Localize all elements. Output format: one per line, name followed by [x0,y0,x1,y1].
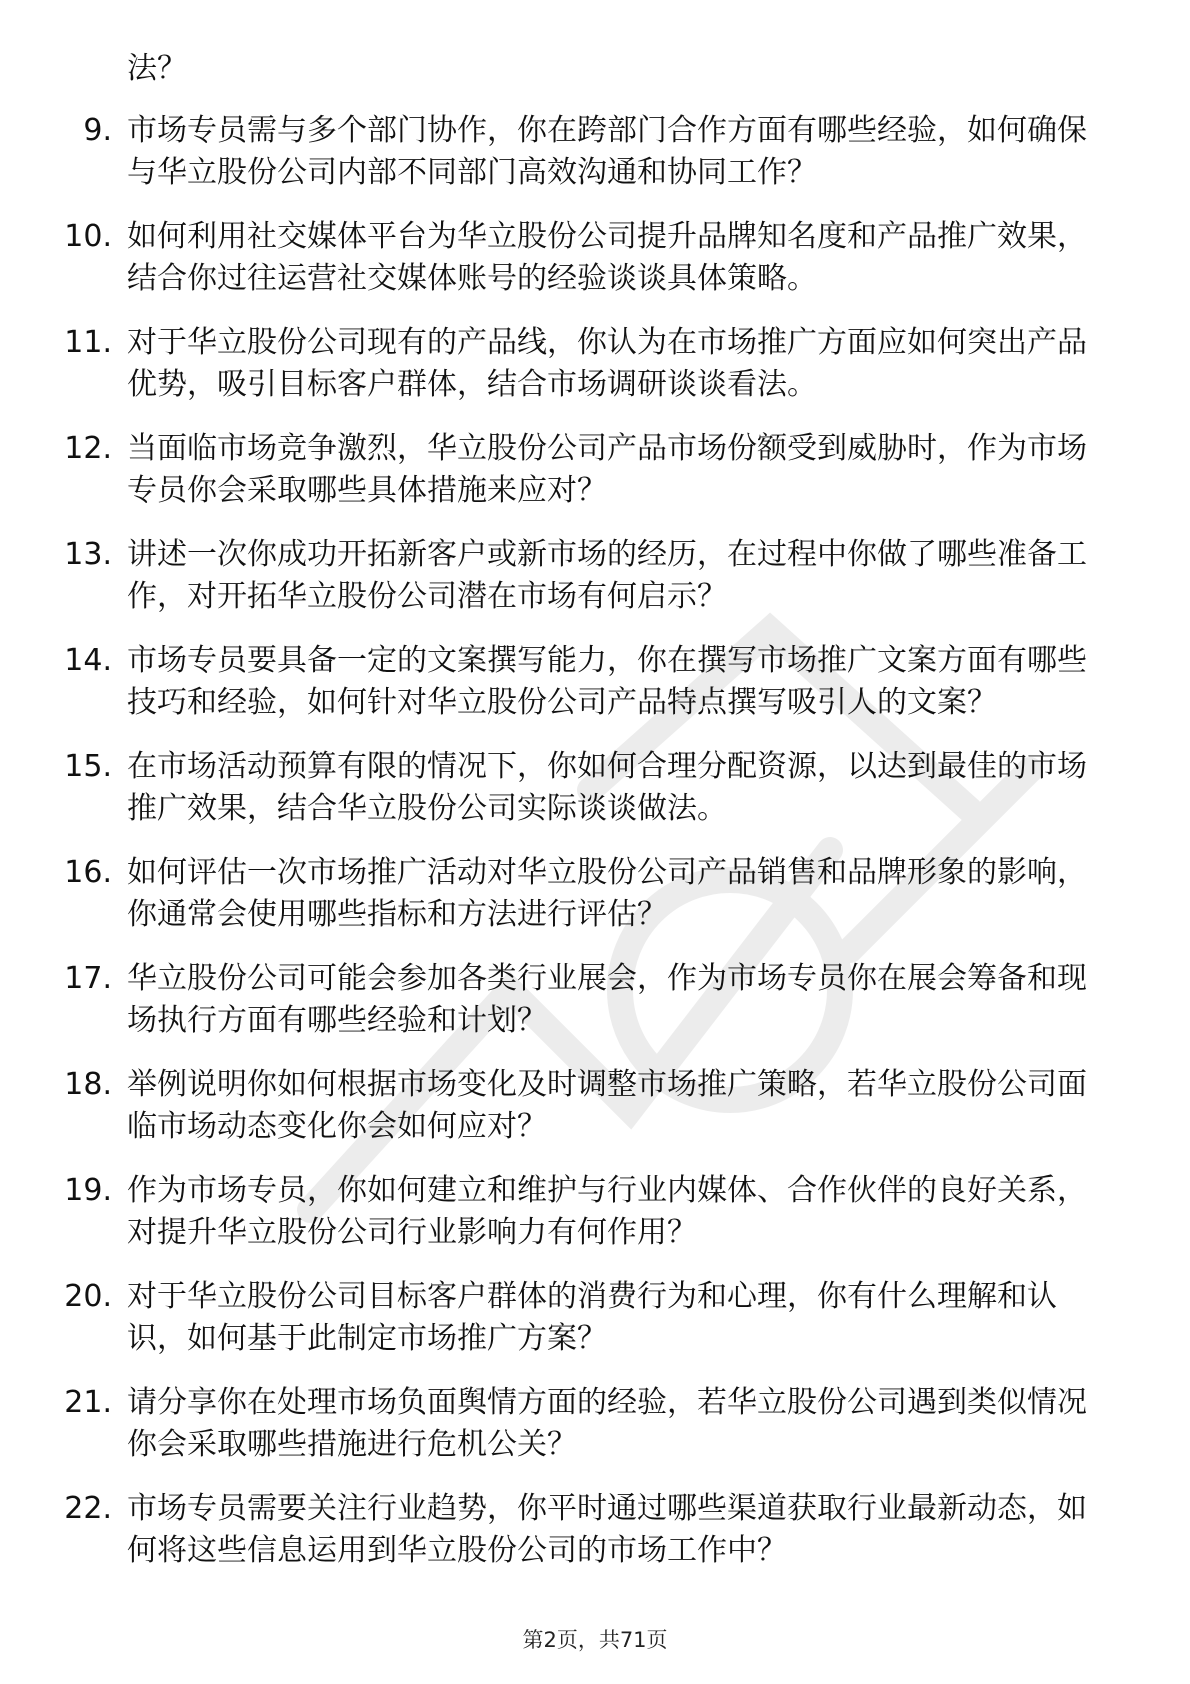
question-number: 20. [64,1279,112,1314]
question-item [0,216,1190,300]
question-number: 11. [64,325,112,360]
question-text: 在市场活动预算有限的情况下，你如何合理分配资源，以达到最佳的市场推广效果，结合华立股份公司实际谈谈做法。 [127,749,1087,826]
question-item [0,1064,1190,1148]
question-text: 举例说明你如何根据市场变化及时调整市场推广策略，若华立股份公司面临市场动态变化你会如何应对？ [127,1067,1087,1144]
question-item [0,534,1190,618]
question-item [0,1382,1190,1466]
question-number: 9. [83,113,112,148]
question-number: 10. [64,219,112,254]
question-item [0,1488,1190,1572]
question-number: 21. [64,1385,112,1420]
question-text: 作为市场专员，你如何建立和维护与行业内媒体、合作伙伴的良好关系，对提升华立股份公司行业影响力有何作用？ [127,1173,1087,1250]
question-item [0,428,1190,512]
question-text: 市场专员需与多个部门协作，你在跨部门合作方面有哪些经验，如何确保与华立股份公司内部不同部门高效沟通和协同工作？ [127,113,1087,190]
page-footer: 第2页，共71页 [522,1628,668,1652]
question-item [0,110,1190,194]
question-text: 如何评估一次市场推广活动对华立股份公司产品销售和品牌形象的影响，你通常会使用哪些指标和方法进行评估？ [127,855,1087,932]
question-number: 17. [64,961,112,996]
question-number: 13. [64,537,112,572]
question-number: 22. [64,1491,112,1526]
question-number: 18. [64,1067,112,1102]
question-number: 19. [64,1173,112,1208]
question-item [0,1170,1190,1254]
question-item [0,640,1190,724]
question-item [0,1276,1190,1360]
question-item [0,746,1190,830]
question-number: 14. [64,643,112,678]
question-item [0,958,1190,1042]
question-item [0,322,1190,406]
question-number: 12. [64,431,112,466]
previous-question-continuation: 法？ [127,51,187,86]
question-text: 市场专员需要关注行业趋势，你平时通过哪些渠道获取行业最新动态，如何将这些信息运用到华立股份公司的市场工作中？ [127,1491,1087,1568]
question-text: 讲述一次你成功开拓新客户或新市场的经历，在过程中你做了哪些准备工作，对开拓华立股份公司潜在市场有何启示？ [127,537,1087,614]
question-number: 15. [64,749,112,784]
question-text: 如何利用社交媒体平台为华立股份公司提升品牌知名度和产品推广效果，结合你过往运营社交媒体账号的经验谈谈具体策略。 [127,219,1087,296]
question-text: 当面临市场竞争激烈，华立股份公司产品市场份额受到威胁时，作为市场专员你会采取哪些具体措施来应对？ [127,431,1087,508]
question-item [0,852,1190,936]
question-text: 对于华立股份公司现有的产品线，你认为在市场推广方面应如何突出产品优势，吸引目标客户群体，结合市场调研谈谈看法。 [127,325,1087,402]
question-list [0,110,1190,1594]
question-number: 16. [64,855,112,890]
question-text: 华立股份公司可能会参加各类行业展会，作为市场专员你在展会筹备和现场执行方面有哪些经验和计划？ [127,961,1087,1038]
question-text: 对于华立股份公司目标客户群体的消费行为和心理，你有什么理解和认识，如何基于此制定市场推广方案？ [127,1279,1057,1356]
question-text: 市场专员要具备一定的文案撰写能力，你在撰写市场推广文案方面有哪些技巧和经验，如何针对华立股份公司产品特点撰写吸引人的文案？ [127,643,1087,720]
question-text: 请分享你在处理市场负面舆情方面的经验，若华立股份公司遇到类似情况你会采取哪些措施进行危机公关？ [127,1385,1087,1462]
